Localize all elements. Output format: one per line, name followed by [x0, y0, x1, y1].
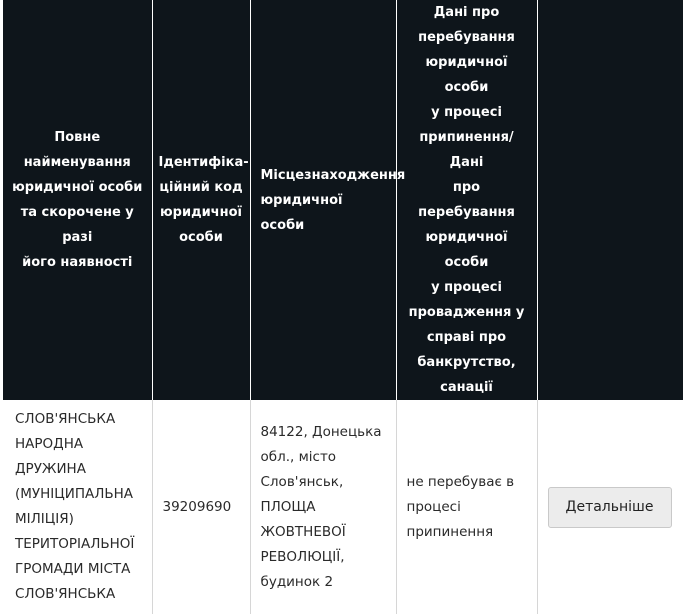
details-button[interactable]: Детальніше [548, 487, 672, 528]
header-row [3, 0, 683, 400]
header-actions [537, 0, 683, 400]
cell-actions [537, 400, 683, 614]
table-body [3, 400, 683, 614]
header-location: Місцезнаходження юридичної особи [250, 0, 396, 400]
cell-location: 84122, Донецька обл., місто Слов'янськ, ПЛОЩА ЖОВТНЕВОЇ РЕВОЛЮЦІЇ, будинок 2 [250, 400, 396, 614]
results-table [3, 0, 683, 614]
header-identification-code: Ідентифіка- ційний код юридичної особи [152, 0, 250, 400]
header-full-name: Повне найменування юридичної особи та скорочене у разі його наявності [3, 0, 152, 400]
cell-identification-code: 39209690 [152, 400, 250, 614]
header-termination-status: Дані про перебування юридичної особи у процесі припинення/ Дані про перебування юридичної особи у процесі провадження у справі про банкрутство, санації [396, 0, 537, 400]
table-header [3, 0, 683, 400]
cell-full-name: СЛОВ'ЯНСЬКА НАРОДНА ДРУЖИНА (МУНІЦИПАЛЬНА МІЛІЦІЯ) ТЕРИТОРІАЛЬНОЇ ГРОМАДИ МІСТА СЛОВ'ЯНСЬКА [3, 400, 152, 614]
cell-termination-status: не перебуває в процесі припинення [396, 400, 537, 614]
table-row [3, 400, 683, 614]
